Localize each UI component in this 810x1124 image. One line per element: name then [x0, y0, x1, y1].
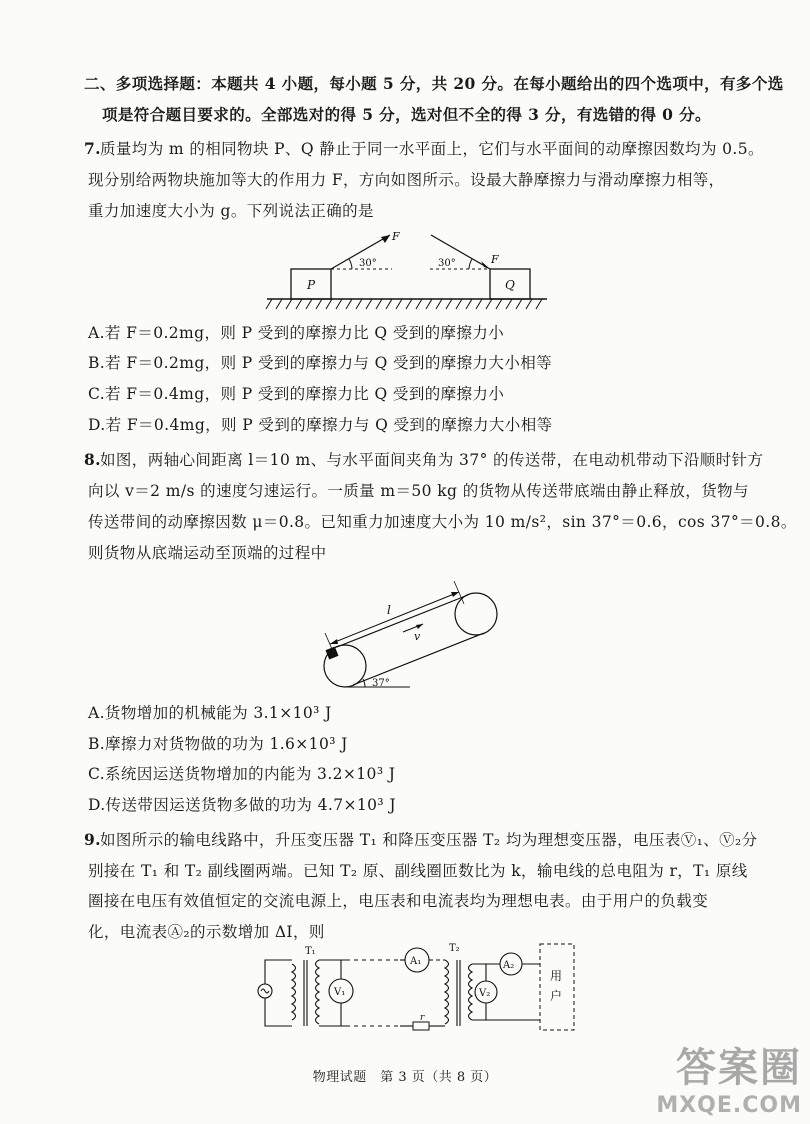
- q7-number: 7.: [84, 139, 101, 158]
- label-a2: A₂: [503, 960, 515, 971]
- q8-stem-line-4: 则货物从底端运动至顶端的过程中: [88, 544, 327, 562]
- label-r: r: [420, 1013, 425, 1023]
- q8-option-a: A.货物增加的机械能为 3.1×10³ J: [88, 704, 332, 722]
- q7-stem-line-2: 现分别给两物块施加等大的作用力 F，方向如图所示。设最大静摩擦力与滑动摩擦力相等，: [88, 171, 725, 189]
- label-user-2: 户: [550, 989, 563, 1003]
- section-header-line-2: 项是符合题目要求的。全部选对的得 5 分，选对但不全的得 3 分，有选错的得 0 分。: [102, 105, 711, 124]
- label-p: P: [307, 278, 316, 292]
- q8-option-c: C.系统因运送货物增加的内能为 3.2×10³ J: [88, 765, 396, 783]
- q9-stem-line-2: 别接在 T₁ 和 T₂ 副线圈两端。已知 T₂ 原、副线圈匝数比为 k，输电线的总电阻为 r，T₁ 原线: [88, 862, 748, 880]
- angle-label: 37°: [372, 678, 390, 689]
- q8-stem-line-2: 向以 v＝2 m/s 的速度匀速运行。一质量 m＝50 kg 的货物从传送带底端由静止释放，货物与: [88, 482, 749, 500]
- watermark-text: 答案圈: [676, 1045, 802, 1091]
- q7-option-b: B.若 F＝0.2mg，则 P 受到的摩擦力与 Q 受到的摩擦力大小相等: [88, 354, 553, 372]
- q7-option-d: D.若 F＝0.4mg，则 P 受到的摩擦力与 Q 受到的摩擦力大小相等: [88, 416, 553, 434]
- force-label-p: F: [392, 230, 400, 243]
- length-label: l: [387, 603, 391, 617]
- resistor-r: [413, 1022, 429, 1030]
- label-v2: V₂: [479, 988, 491, 999]
- force-label-q: F: [491, 253, 499, 266]
- label-t1: T₁: [305, 946, 316, 957]
- q8-option-d: D.传送带因运送货物多做的功为 4.7×10³ J: [88, 796, 396, 814]
- angle-label-q: 30°: [438, 258, 456, 269]
- q9-stem-line-1: 如图所示的输电线路中，升压变压器 T₁ 和降压变压器 T₂ 均为理想变压器，电压表Ⓥ₁、Ⓥ₂分: [100, 831, 758, 849]
- section-header-line-1: 二、多项选择题：本题共 4 小题，每小题 5 分，共 20 分。在每小题给出的四个选项中，有多个选: [84, 74, 784, 93]
- q9-stem-line-3: 圈接在电压有效值恒定的交流电源上，电压表和电流表均为理想电表。由于用户的负载变: [88, 892, 709, 910]
- q7-option-a: A.若 F＝0.2mg，则 P 受到的摩擦力比 Q 受到的摩擦力小: [88, 324, 505, 342]
- label-q: Q: [505, 278, 515, 292]
- watermark: [656, 1036, 802, 1118]
- q8-stem-line-1: 如图，两轴心间距离 l＝10 m、与水平面间夹角为 37° 的传送带，在电动机带动下沿顺时针方: [100, 451, 764, 469]
- label-t2: T₂: [449, 943, 460, 954]
- label-v1: V₁: [334, 987, 346, 998]
- watermark-url: MXQE.COM: [656, 1093, 802, 1118]
- page-footer: 物理试题 第 3 页（共 8 页）: [312, 1070, 498, 1085]
- q7-blocks-figure: [262, 222, 552, 314]
- q8-stem-line-3: 传送带间的动摩擦因数 μ＝0.8。已知重力加速度大小为 10 m/s²，sin 37°＝0.6，cos 37°＝0.8。: [88, 513, 797, 531]
- q9-stem-line-4: 化，电流表Ⓐ₂的示数增加 ΔI，则: [88, 923, 325, 941]
- q9-circuit-figure: [250, 938, 580, 1038]
- q7-stem-line-1: 质量均为 m 的相同物块 P、Q 静止于同一水平面上，它们与水平面间的动摩擦因数均为 0.5。: [100, 140, 764, 158]
- q7-option-c: C.若 F＝0.4mg，则 P 受到的摩擦力比 Q 受到的摩擦力小: [88, 385, 505, 403]
- q8-number: 8.: [84, 450, 101, 469]
- user-load-box: [540, 944, 574, 1030]
- q7-stem-line-3: 重力加速度大小为 g。下列说法正确的是: [88, 202, 374, 220]
- velocity-label: v: [414, 630, 421, 643]
- q9-number: 9.: [84, 830, 101, 849]
- q8-conveyor-figure: [310, 570, 510, 695]
- upper-pulley: [455, 593, 497, 635]
- label-user-1: 用: [550, 969, 563, 983]
- q8-option-b: B.摩擦力对货物做的功为 1.6×10³ J: [88, 735, 348, 753]
- angle-label-p: 30°: [359, 258, 377, 269]
- label-a1: A₁: [410, 956, 422, 967]
